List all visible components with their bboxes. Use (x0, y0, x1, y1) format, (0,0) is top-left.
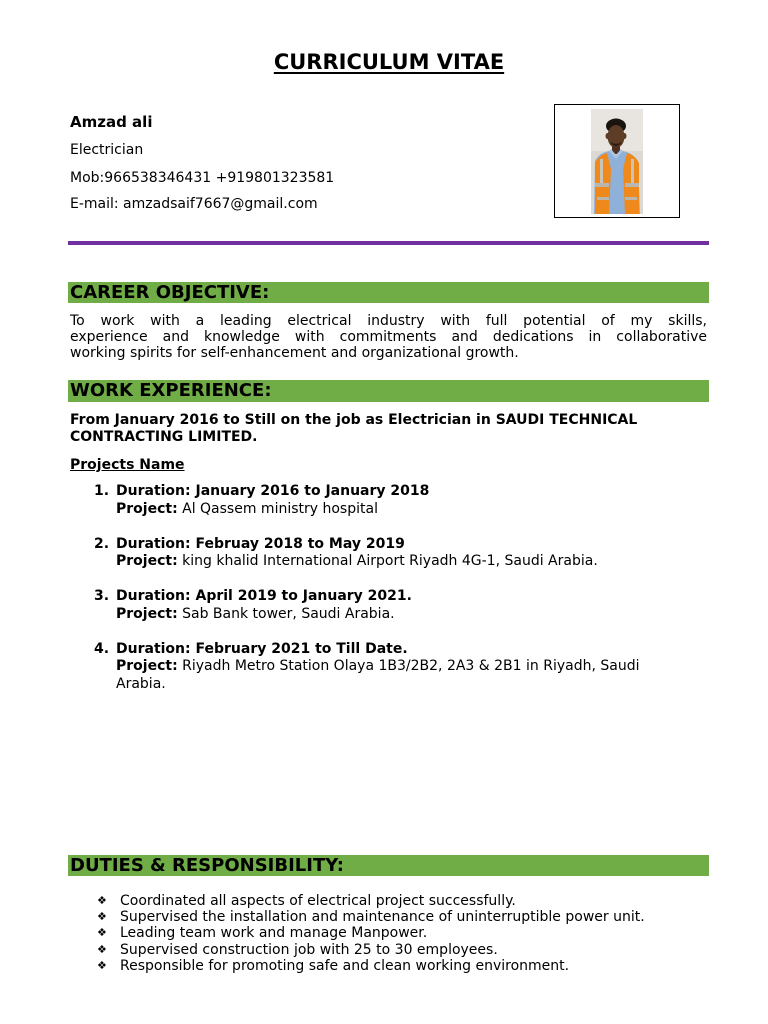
project-label: Project: (116, 500, 178, 517)
project-item (94, 641, 709, 694)
list-number: 1. (94, 483, 110, 499)
project-line (116, 501, 676, 519)
photo-frame (554, 104, 680, 218)
candidate-name: Amzad ali (70, 113, 153, 131)
project-line (116, 658, 676, 693)
project-details (116, 641, 676, 694)
project-label: Project: (116, 553, 178, 569)
list-item (97, 925, 709, 941)
project-name: king khalid International Airport Riyadh 4G-1, Saudi Arabia. (182, 553, 598, 569)
diamond-bullet-icon (97, 909, 107, 925)
project-line (116, 553, 676, 571)
list-number: 3. (94, 588, 110, 604)
list-item (97, 909, 709, 925)
duty-text: Leading team work and manage Manpower. (120, 925, 428, 942)
project-line (116, 606, 676, 624)
diamond-bullet-icon (97, 925, 107, 941)
projects-list (94, 483, 709, 711)
list-item (97, 893, 709, 909)
project-duration: Duration: January 2016 to January 2018 (116, 483, 430, 499)
header-divider (68, 241, 709, 245)
project-name: Al Qassem ministry hospital (182, 500, 378, 517)
duty-text: Coordinated all aspects of electrical project successfully. (120, 893, 516, 909)
list-number: 4. (94, 640, 110, 657)
candidate-email: E-mail: amzadsaif7667@gmail.com (70, 196, 318, 212)
work-summary: From January 2016 to Still on the job as Electrician in SAUDI TECHNICAL CONTRACTING LIMITED. (70, 412, 638, 445)
duty-text: Supervised the installation and maintenance of uninterruptible power unit. (120, 909, 645, 926)
objective-line: experience and knowledge with commitments and dedications in collaborative (70, 329, 707, 345)
diamond-bullet-icon (97, 958, 107, 974)
diamond-bullet-icon (97, 893, 107, 909)
projects-heading: Projects Name (70, 457, 185, 473)
section-heading-career-objective: CAREER OBJECTIVE: (68, 282, 709, 303)
career-objective-text (70, 313, 707, 361)
project-item (94, 536, 709, 571)
duty-text: Supervised construction job with 25 to 30 employees. (120, 941, 498, 958)
objective-line: working spirits for self-enhancement and organizational growth. (70, 345, 519, 361)
project-details (116, 483, 676, 518)
list-item (97, 958, 709, 974)
project-item (94, 483, 709, 518)
candidate-mobile: Mob:966538346431 +919801323581 (70, 170, 335, 186)
duty-text: Responsible for promoting safe and clean working environment. (120, 957, 570, 974)
project-name: Riyadh Metro Station Olaya 1B3/2B2, 2A3 & 2B1 in Riyadh, Saudi Arabia. (116, 658, 640, 692)
objective-line: To work with a leading electrical industry with full potential of my skills, (70, 313, 707, 329)
project-details (116, 536, 676, 571)
section-heading-work-experience: WORK EXPERIENCE: (68, 380, 709, 402)
project-duration: Duration: Februay 2018 to May 2019 (116, 535, 405, 552)
project-label: Project: (116, 605, 178, 622)
project-name: Sab Bank tower, Saudi Arabia. (182, 605, 395, 622)
project-item (94, 588, 709, 623)
project-duration: Duration: February 2021 to Till Date. (116, 640, 408, 657)
candidate-role: Electrician (70, 142, 144, 158)
project-duration: Duration: April 2019 to January 2021. (116, 588, 412, 604)
duties-list (97, 893, 709, 974)
list-item (97, 942, 709, 958)
list-number: 2. (94, 535, 110, 552)
profile-photo (591, 109, 643, 214)
diamond-bullet-icon (97, 942, 107, 958)
section-heading-duties: DUTIES & RESPONSIBILITY: (68, 855, 709, 876)
project-details (116, 588, 676, 623)
document-title: CURRICULUM VITAE (273, 50, 505, 74)
project-label: Project: (116, 658, 178, 674)
